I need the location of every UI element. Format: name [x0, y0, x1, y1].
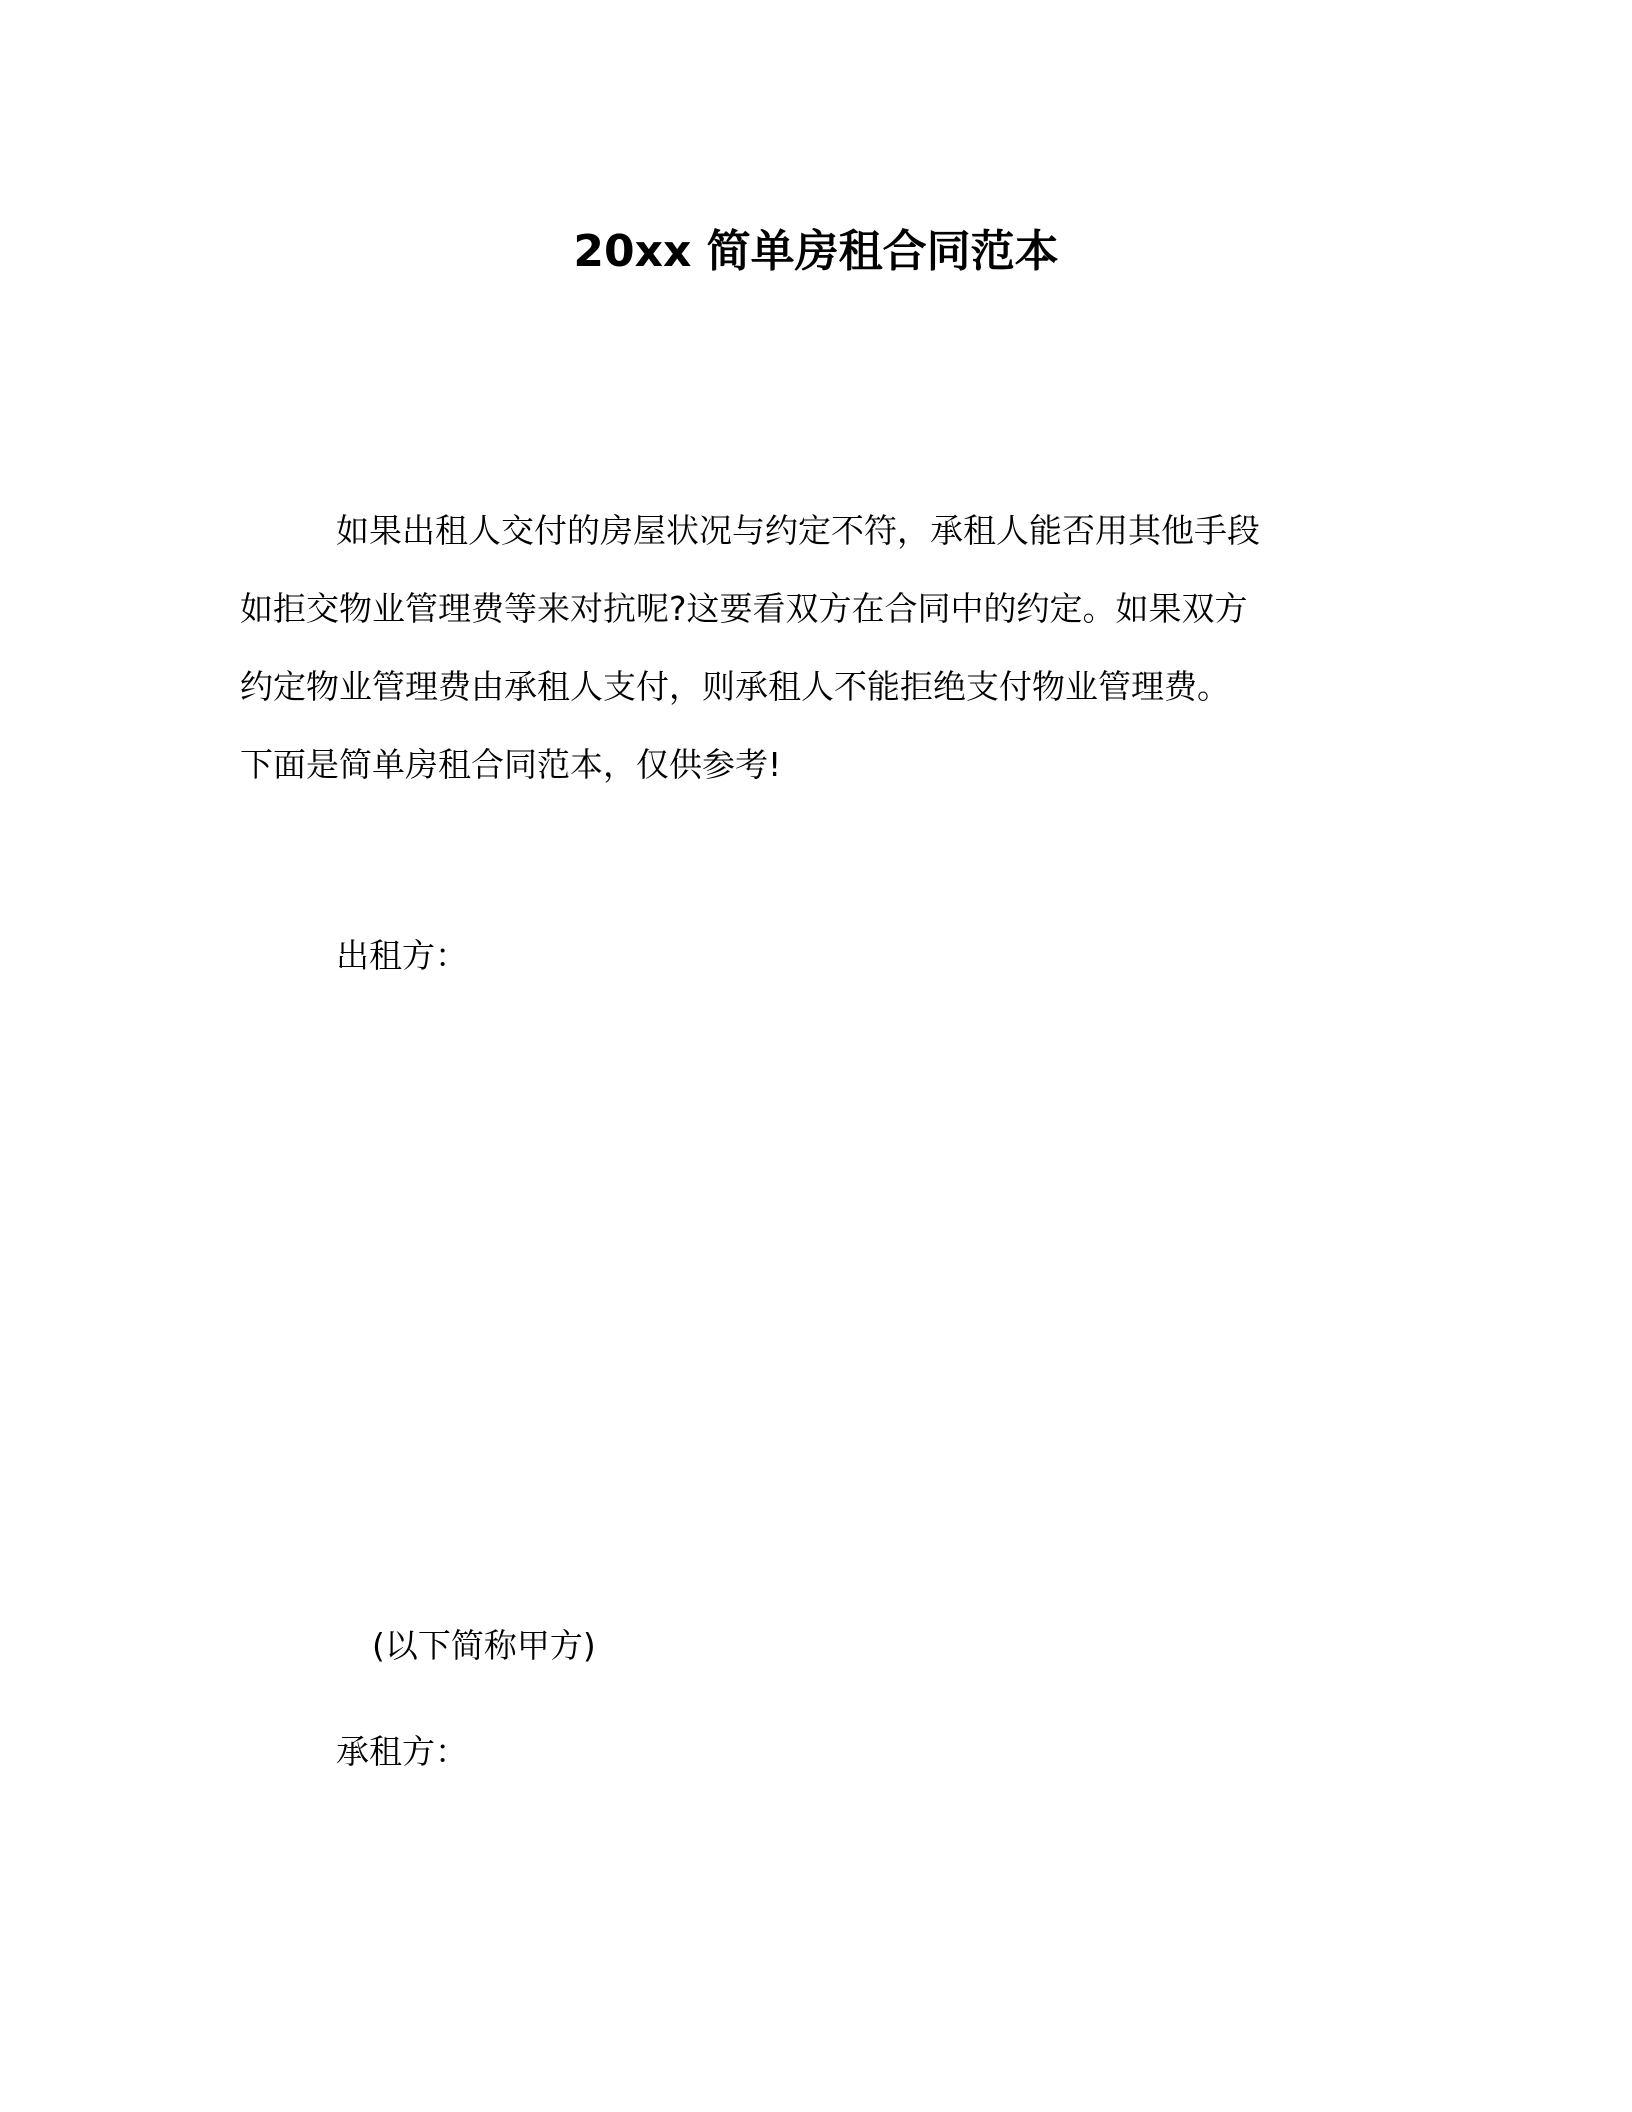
document-title: 20xx 简单房租合同范本 — [573, 226, 1059, 277]
party-a-note: (以下简称甲方) — [372, 1626, 596, 1665]
intro-line: 下面是简单房租合同范本，仅供参考! — [240, 745, 782, 784]
intro-line: 如拒交物业管理费等来对抗呢?这要看双方在合同中的约定。如果双方 — [240, 589, 1248, 628]
lessor-label: 出租方： — [336, 936, 468, 975]
intro-line: 约定物业管理费由承租人支付，则承租人不能拒绝支付物业管理费。 — [240, 667, 1230, 706]
lessee-label: 承租方： — [336, 1732, 468, 1771]
intro-line: 如果出租人交付的房屋状况与约定不符，承租人能否用其他手段 — [336, 511, 1260, 550]
intro-paragraph — [240, 492, 1392, 804]
